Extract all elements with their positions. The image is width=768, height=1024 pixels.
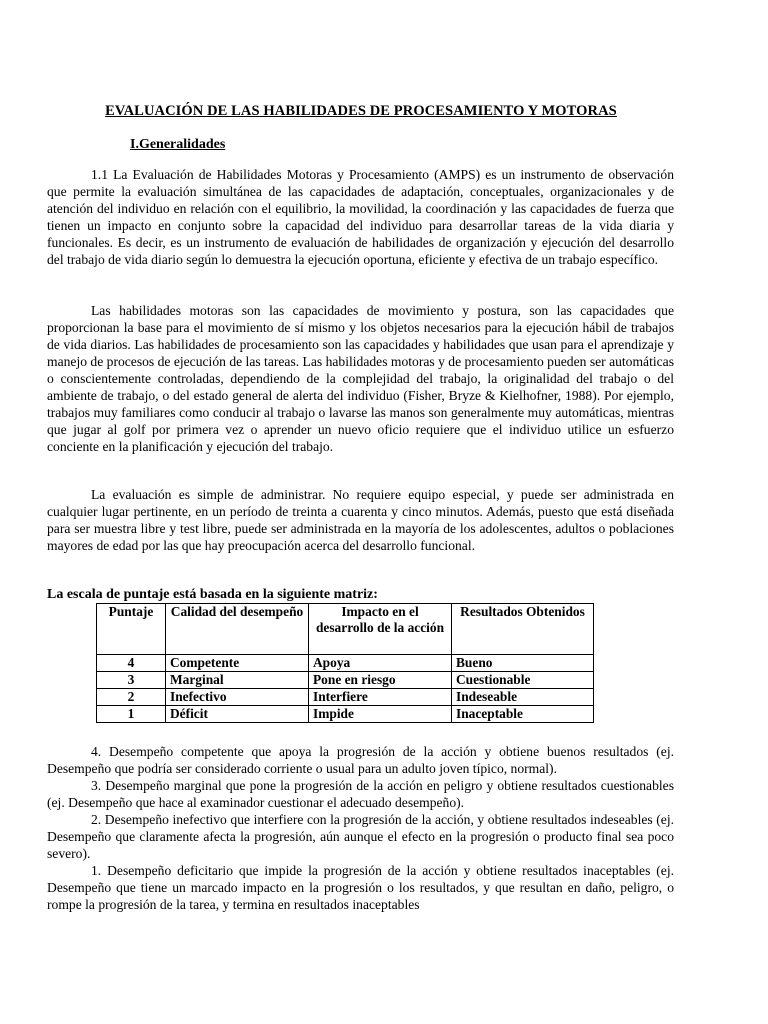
table-row <box>97 655 594 672</box>
paragraph-motor-skills: Las habilidades motoras son las capacidades de movimiento y postura, son las capacidades que proporcionan la base para el movimiento de sí mismo y los objetos necesarios para la ejecución hábil de trabajos de vida diarios. Las habilidades de procesamiento son las capacidades y habilidades que usan para el aprendizaje y manejo de procesos de ejecución de las tareas. Las habilidades motoras y de procesamiento pueden ser automáticas o conscientemente controladas, dependiendo de la complejidad del trabajo, la originalidad del trabajo o del ambiente de trabajo, o del estado general de alerta del individuo (Fisher, Bryze & Kielhofner, 1988). Por ejemplo, trabajos muy familiares como conducir al trabajo o lavarse las manos son generalmente muy automáticas, mientras que jugar al golf por primera vez o aprender un nuevo oficio requiere que el individuo utilice un esfuerzo conciente en la planificación y ejecución del trabajo. <box>47 303 674 454</box>
header-cell: Calidad del desempeño <box>166 604 309 655</box>
table-row <box>97 672 594 689</box>
score-cell: 2 <box>97 689 166 706</box>
level-description-1: 1. Desempeño deficitario que impide la progresión de la acción y obtiene resultados inaceptables (ej. Desempeño que tiene un marcado impacto en la progresión o los resultados, y que resultan en daño, peligro, o rompe la progresión de la tarea, y termina en resultados inaceptables <box>47 863 674 912</box>
result-cell: Cuestionable <box>452 672 594 689</box>
header-cell: Impacto en el desarrollo de la acción <box>309 604 452 655</box>
document-title: EVALUACIÓN DE LAS HABILIDADES DE PROCESAMIENTO Y MOTORAS <box>105 103 617 119</box>
paragraph-administration: La evaluación es simple de administrar. No requiere equipo especial, y puede ser administrada en cualquier lugar pertinente, en un período de treinta a cuarenta y cinco minutos. Además, puesto que está diseñada para ser muestra libre y test libre, puede ser administrada en la mayoría de los adolescentes, adultos o poblaciones mayores de edad por las que hay preocupación acerca del desarrollo funcional. <box>47 487 674 553</box>
scoring-matrix-table <box>96 603 594 723</box>
score-cell: 3 <box>97 672 166 689</box>
impact-cell: Interfiere <box>309 689 452 706</box>
level-description-4: 4. Desempeño competente que apoya la progresión de la acción y obtiene buenos resultados (ej. Desempeño que podría ser considerado corriente o usual para un adulto joven típico, normal). <box>47 744 674 776</box>
score-cell: 4 <box>97 655 166 672</box>
level-description-3: 3. Desempeño marginal que pone la progresión de la acción en peligro y obtiene resultados cuestionables (ej. Desempeño que hace al examinador cuestionar el adecuado desempeño). <box>47 778 674 810</box>
quality-cell: Marginal <box>166 672 309 689</box>
score-level-descriptions <box>47 743 674 913</box>
impact-cell: Impide <box>309 706 452 723</box>
impact-cell: Pone en riesgo <box>309 672 452 689</box>
paragraph-amps-intro: 1.1 La Evaluación de Habilidades Motoras y Procesamiento (AMPS) es un instrumento de observación que permite la evaluación simultánea de las capacidades de adaptación, conceptuales, organizacionales y de atención del individuo en relación con el equilibrio, la movilidad, la coordinación y las capacidades de fuerza que tienen un impacto en conjunto sobre la capacidad del individuo para desarrollar tareas de la vida diaria y funcionales. Es decir, es un instrumento de evaluación de habilidades de organización y ejecución del desarrollo del trabajo de vida diario según lo demuestra la ejecución oportuna, eficiente y efectiva de un trabajo específico. <box>47 167 674 267</box>
section-heading: I.Generalidades <box>130 137 226 152</box>
scale-caption: La escala de puntaje está basada en la siguiente matriz: <box>47 587 378 602</box>
quality-cell: Inefectivo <box>166 689 309 706</box>
level-description-2: 2. Desempeño inefectivo que interfiere con la progresión de la acción, y obtiene resultados indeseables (ej. Desempeño que claramente afecta la progresión, aún aunque el efecto en la progresión o producto final sea poco severo). <box>47 812 674 861</box>
table-row <box>97 706 594 723</box>
table-row <box>97 689 594 706</box>
impact-cell: Apoya <box>309 655 452 672</box>
table-header-row <box>97 604 594 655</box>
result-cell: Inaceptable <box>452 706 594 723</box>
quality-cell: Déficit <box>166 706 309 723</box>
header-cell: Resultados Obtenidos <box>452 604 594 655</box>
quality-cell: Competente <box>166 655 309 672</box>
result-cell: Indeseable <box>452 689 594 706</box>
result-cell: Bueno <box>452 655 594 672</box>
header-cell: Puntaje <box>97 604 166 655</box>
score-cell: 1 <box>97 706 166 723</box>
